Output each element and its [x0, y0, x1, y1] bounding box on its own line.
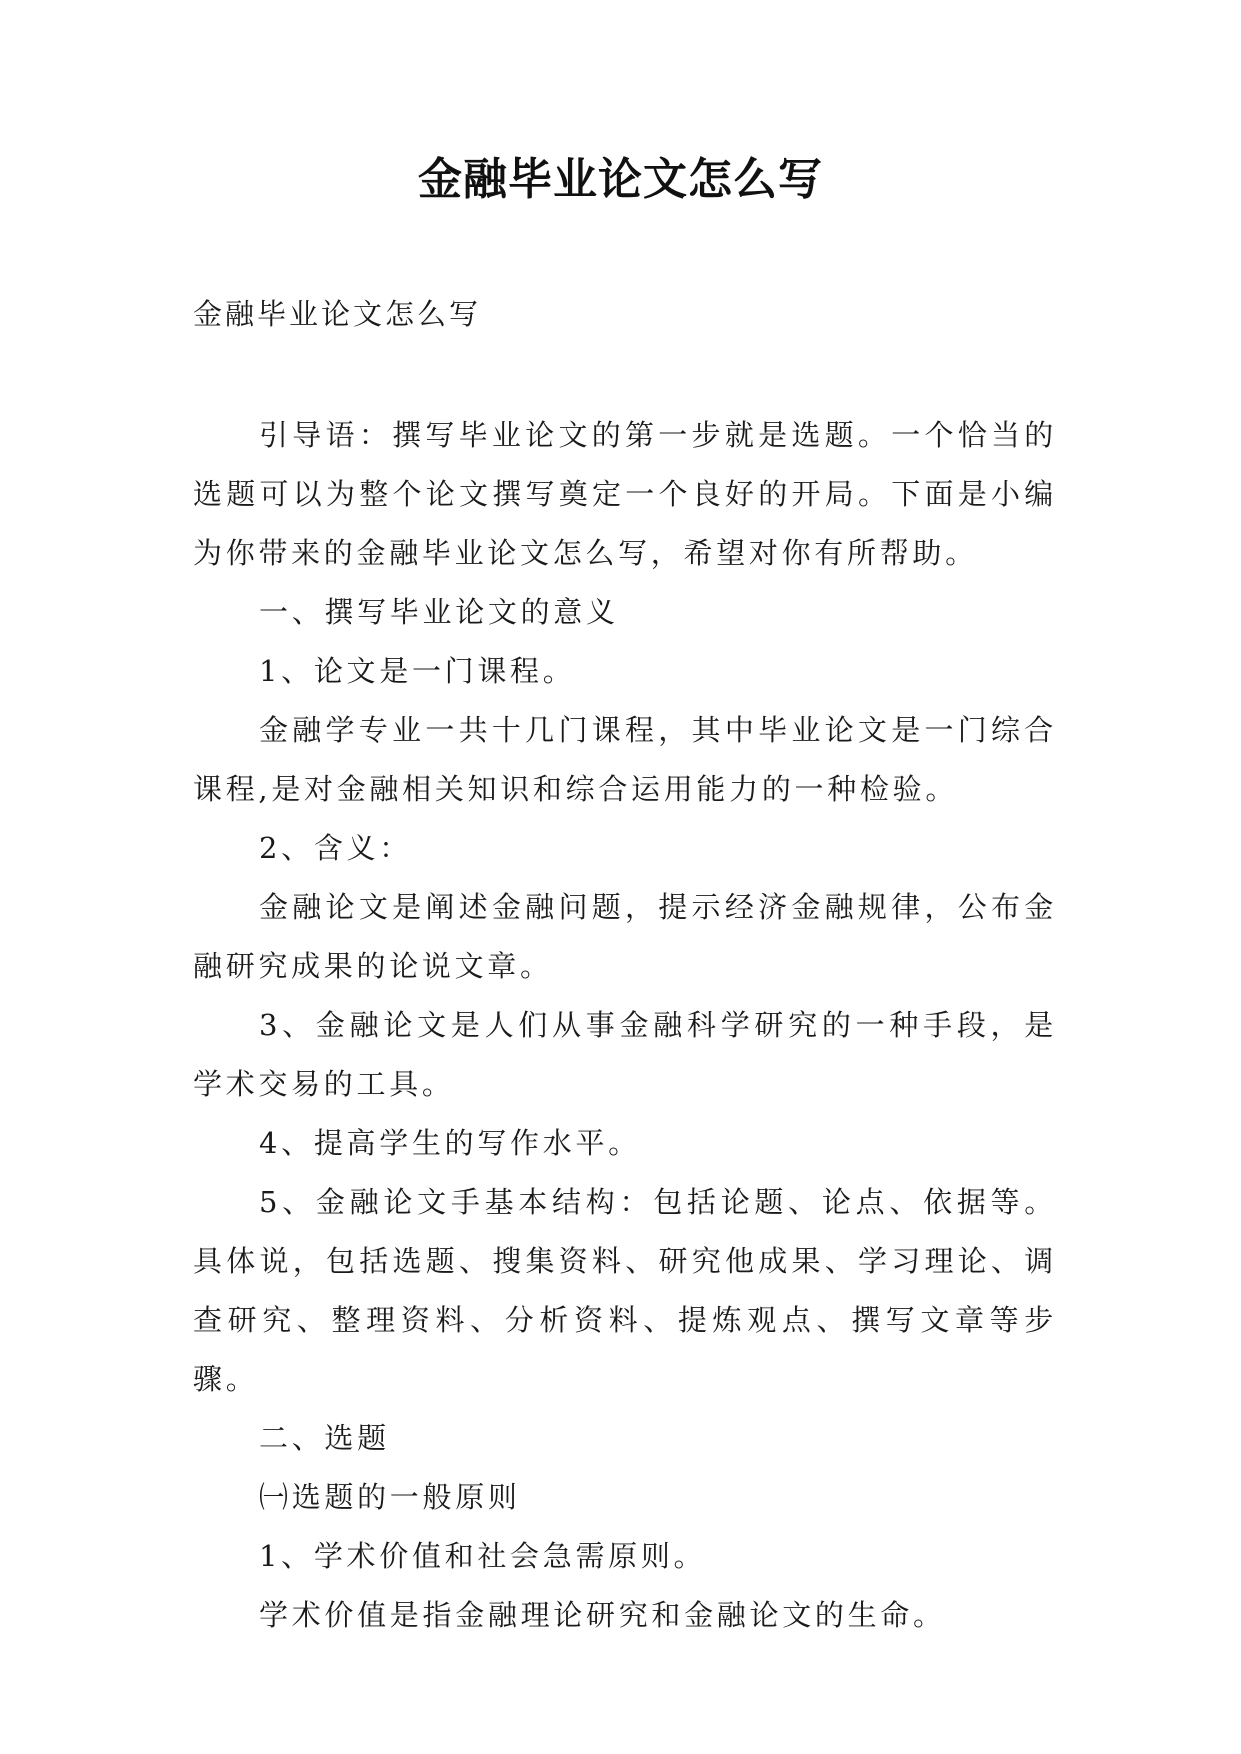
- list-item-2: 2、含义：: [259, 831, 412, 865]
- paragraph: 金融论文是阐述金融问题，提示经济金融规律，公布金融研究成果的论说文章。: [193, 890, 1057, 983]
- list-item-1b: 1、学术价值和社会急需原则。: [259, 1539, 707, 1573]
- list-item-4: 4、提高学生的写作水平。: [259, 1126, 641, 1160]
- list-item-3: 3、金融论文是人们从事金融科学研究的一种手段，是学术交易的工具。: [193, 1008, 1057, 1101]
- section-heading-1: 一、撰写毕业论文的意义: [259, 595, 619, 629]
- paragraph: 学术价值是指金融理论研究和金融论文的生命。: [259, 1598, 946, 1632]
- paragraph: 金融学专业一共十几门课程，其中毕业论文是一门综合课程,是对金融相关知识和综合运用能力的一种检验。: [193, 713, 1057, 806]
- section-heading-2: 二、选题: [259, 1421, 390, 1455]
- list-item-5: 5、金融论文手基本结构：包括论题、论点、依据等。具体说，包括选题、搜集资料、研究他成果、学习理论、调查研究、整理资料、分析资料、提炼观点、撰写文章等步骤。: [193, 1185, 1057, 1396]
- paragraph-intro: 引导语：撰写毕业论文的第一步就是选题。一个恰当的选题可以为整个论文撰写奠定一个良好的开局。下面是小编为你带来的金融毕业论文怎么写，希望对你有所帮助。: [193, 418, 1057, 570]
- list-item-1: 1、论文是一门课程。: [259, 654, 576, 688]
- document-title: 金融毕业论文怎么写: [418, 154, 823, 205]
- document-body: [193, 406, 1057, 1645]
- document-subtitle: 金融毕业论文怎么写: [193, 297, 482, 331]
- subsection-heading: ㈠选题的一般原则: [259, 1480, 521, 1514]
